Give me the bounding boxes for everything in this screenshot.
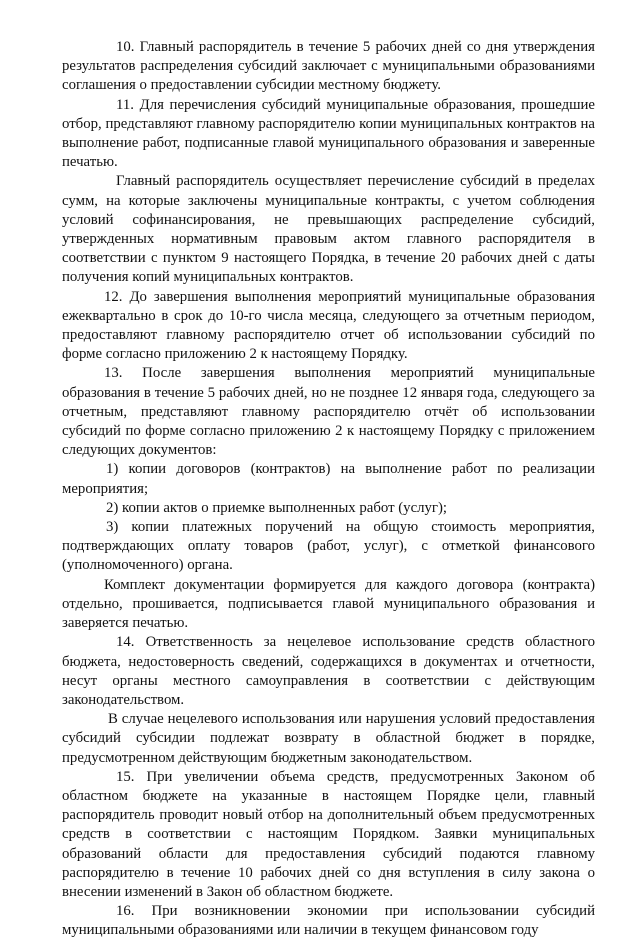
paragraph-documentation: Комплект документации формируется для каждого договора (контракта) отдельно, прошивается, подписывается главой муниципального образования и заверяется печатью. [62, 576, 595, 632]
paragraph-13: 13. После завершения выполнения мероприятий муниципальные образования в течение 5 рабочих дней, но не позднее 12 января года, следующего за отчетным, представляют главному распорядителю отчёт об использовании субсидий по форме согласно приложению 2 к настоящему Порядку с приложением следующих документов: [62, 365, 595, 459]
paragraph-11-transfer: Главный распорядитель осуществляет перечисление субсидий в пределах сумм, на которые заключены муниципальные контракты, с учетом соблюдения условий софинансирования, не превышающих распределение субсидий, утвержденных нормативным правовым актом главного распорядителя в соответствии с пунктом 9 настоящего Порядка, в течение 20 рабочих дней с даты получения копий муниципальных контрактов. [62, 173, 595, 286]
list-item-2: 2) копии актов о приемке выполненных работ (услуг); [106, 499, 448, 516]
document-page [62, 38, 595, 941]
paragraph-15: 15. При увеличении объема средств, предусмотренных Законом об областном бюджете на указанные в настоящем Порядке цели, главный распорядитель проводит новый отбор на дополнительный объем предусмотренных средств в соответствии с настоящим Порядком. Заявки муниципальных образований области для предоставления субсидий подаются главному распорядителю в течение 10 рабочих дней со дня вступления в силу закона о внесении изменений в Закон об областном бюджете. [62, 768, 595, 900]
paragraph-14: 14. Ответственность за нецелевое использование средств областного бюджета, недостоверность сведений, содержащихся в документах и отчетности, несут органы местного самоуправления в соответствии с действующим законодательством. [62, 634, 595, 708]
paragraph-16: 16. При возникновении экономии при использовании субсидий муниципальными образованиями или наличии в текущем финансовом году [62, 903, 595, 939]
list-item-3: 3) копии платежных поручений на общую стоимость мероприятия, подтверждающих оплату товаров (работ, услуг), с отметкой финансового (уполномоченного) органа. [62, 519, 595, 574]
list-item-1: 1) копии договоров (контрактов) на выполнение работ по реализации мероприятия; [62, 461, 595, 497]
paragraph-10: 10. Главный распорядитель в течение 5 рабочих дней со дня утверждения результатов распределения субсидий заключает с муниципальными образованиями соглашения о предоставлении субсидии местному бюджету. [62, 39, 595, 94]
paragraph-11: 11. Для перечисления субсидий муниципальные образования, прошедшие отбор, представляют главному распорядителю копии муниципальных контрактов на выполнение работ, подписанные главой муниципального образования и заверенные печатью. [62, 96, 595, 171]
paragraph-14-misuse: В случае нецелевого использования или нарушения условий предоставления субсидий субсидии подлежат возврату в областной бюджет в порядке, предусмотренном действующим бюджетным законодательством. [62, 711, 595, 766]
paragraph-12: 12. До завершения выполнения мероприятий муниципальные образования ежеквартально в срок до 10-го числа месяца, следующего за отчетным периодом, предоставляют главному распорядителю отчет об использовании субсидий по форме согласно приложению 2 к настоящему Порядку. [62, 288, 595, 363]
